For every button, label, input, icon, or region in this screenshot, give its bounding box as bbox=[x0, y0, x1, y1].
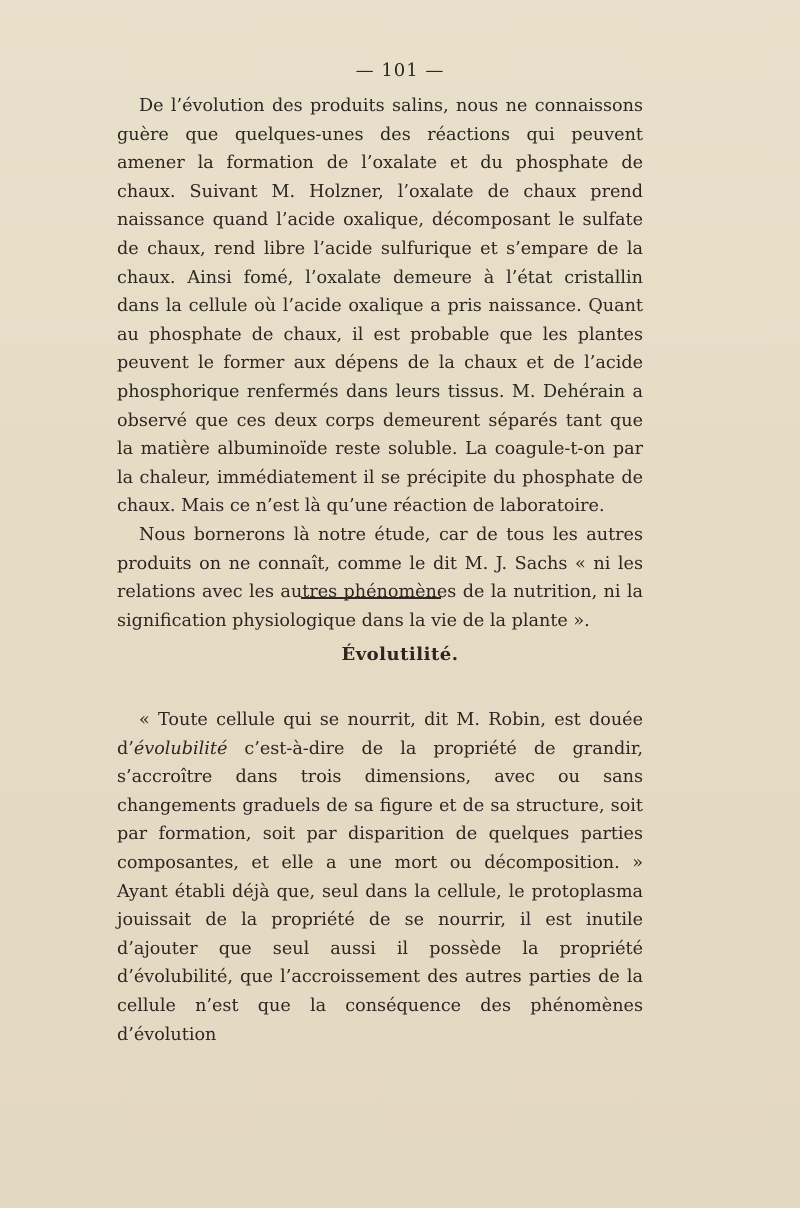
paragraph-conclusion: Nous bornerons là notre étude, car de tous les autres produits on ne connaît, comme le dit M. J. Sachs « ni les relations avec les autres phénomènes de la nutrition, ni la signification physiologique dans la vie de la plante ». bbox=[117, 524, 643, 631]
page-number: — 101 — bbox=[355, 60, 445, 81]
section-salts-text bbox=[117, 92, 643, 635]
text-after-emphasis: c’est-à-dire de la propriété de grandir, s’accroître dans trois dimensions, avec ou sans changements graduels de sa figure et de sa structure, soit par formation, soit par disparition de quelques parties composantes, et elle a une mort ou décomposition. » Ayant établi déjà que, seul dans la cellule, le protoplasma jouissait de la propriété de se nourrir, il est inutile d’ajouter que seul aussi il possède la propriété d’évolubilité, que l’accroissement des autres parties de la cellule n’est que la conséquence des phénomènes d’évolution bbox=[117, 738, 643, 1045]
section-heading: Évolutilité. bbox=[341, 644, 459, 665]
section-evolutility-text bbox=[117, 706, 643, 1049]
paragraph-evolutility bbox=[117, 706, 643, 1049]
text-before-emphasis: « Toute cellule qui se nourrit, dit M. Robin, est douée d’ bbox=[117, 710, 643, 759]
paragraph-salts-evolution: De l’évolution des produits salins, nous ne connaissons guère que quelques-unes des réactions qui peuvent amener la formation de l’oxalate et du phosphate de chaux. Suivant M. Holzner, l’oxalate de chaux prend naissance quand l’acide oxalique, décomposant le sulfate de chaux, rend libre l’acide sulfurique et s’empare de la chaux. Ainsi fomé, l’oxalate demeure à l’état cristallin dans la cellule où l’acide oxalique a pris naissance. Quant au phosphate de chaux, il est probable que les plantes peuvent le former aux dépens de la chaux et de l’acide phosphorique renfermés dans leurs tissus. M. Dehérain a observé que ces deux corps demeurent séparés tant que la matière albuminoïde reste soluble. La coagule-t-on par la chaleur, immédiatement il se précipite du phosphate de chaux. Mais ce n’est là qu’une réaction de laboratoire. bbox=[117, 96, 643, 517]
section-divider bbox=[301, 597, 441, 599]
emphasis-term: évolubilité bbox=[133, 738, 228, 759]
